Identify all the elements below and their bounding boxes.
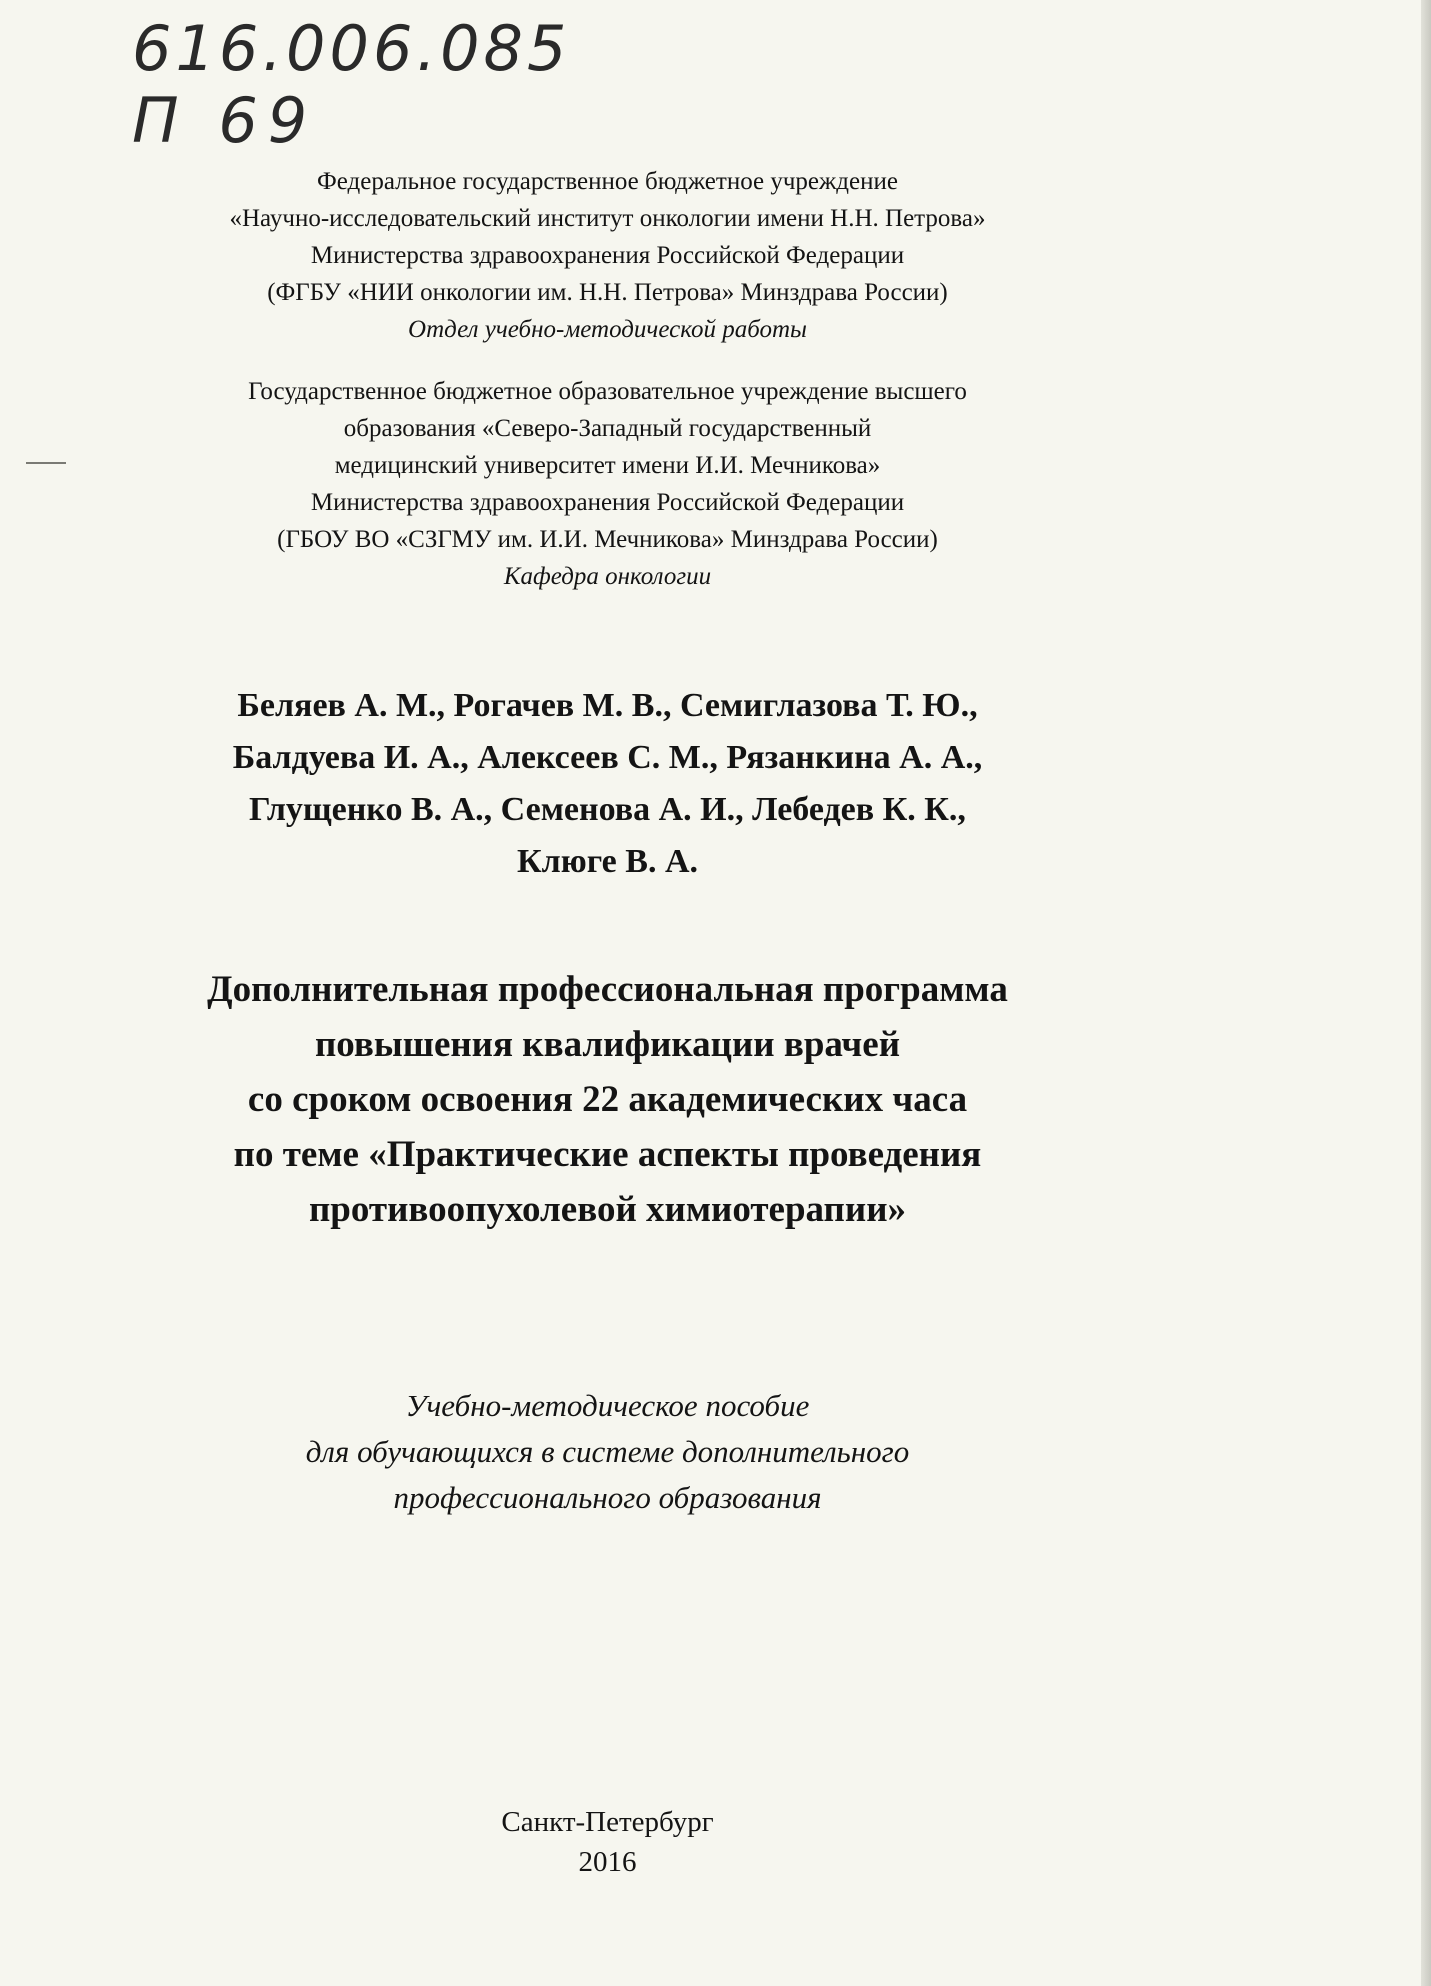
document-subtitle [0, 1383, 1323, 1521]
title-line: повышения квалификации врачей [314, 1024, 901, 1065]
page-edge-shadow [1421, 0, 1431, 1986]
institution-1-line: Министерства здравоохранения Российской Федерации [310, 242, 905, 269]
institution-1-line: Федеральное государственное бюджетное учреждение [317, 168, 898, 195]
authors-line: Беляев А. М., Рогачев М. В., Семиглазова Т. Ю., [237, 687, 978, 724]
authors-line: Балдуева И. А., Алексеев С. М., Рязанкина А. А., [232, 739, 983, 776]
document-title [0, 962, 1323, 1237]
title-line: Дополнительная профессиональная программа [207, 969, 1008, 1010]
authors-line: Клюге В. А. [516, 843, 699, 880]
title-line: по теме «Практические аспекты проведения [233, 1134, 982, 1175]
publication-year: 2016 [578, 1846, 637, 1878]
institution-2-line: медицинский университет имени И.И. Мечникова» [334, 452, 881, 479]
title-line: противоопухолевой химиотерапии» [308, 1189, 907, 1230]
subtitle-line: для обучающихся в системе дополнительного [305, 1434, 910, 1469]
institution-1 [0, 163, 1323, 348]
institution-1-line: «Научно-исследовательский институт онкологии имени Н.Н. Петрова» [229, 205, 986, 232]
publication-place [0, 1802, 1323, 1882]
authors-line: Глущенко В. А., Семенова А. И., Лебедев К. К., [249, 791, 966, 828]
subtitle-line: профессионального образования [393, 1480, 822, 1515]
institution-2-line: образования «Северо-Западный государственный [343, 415, 872, 442]
institution-2-department: Кафедра онкологии [503, 563, 712, 590]
institution-1-line: (ФГБУ «НИИ онкологии им. Н.Н. Петрова» Минздрава России) [267, 279, 948, 306]
institution-2-line: Министерства здравоохранения Российской Федерации [310, 489, 905, 516]
handwritten-author-mark: П 69 [132, 84, 318, 157]
handwritten-classification-code: 616.006.085 [132, 12, 571, 85]
institution-2-line: Государственное бюджетное образовательное учреждение высшего [248, 378, 967, 405]
authors-list [0, 680, 1323, 888]
institution-2 [0, 373, 1323, 595]
publication-city: Санкт-Петербург [501, 1806, 714, 1838]
institution-1-department: Отдел учебно-методической работы [408, 316, 807, 343]
institution-2-line: (ГБОУ ВО «СЗГМУ им. И.И. Мечникова» Минздрава России) [277, 526, 938, 553]
title-line: со сроком освоения 22 академических часа [247, 1079, 968, 1120]
subtitle-line: Учебно-методическое пособие [405, 1388, 810, 1423]
